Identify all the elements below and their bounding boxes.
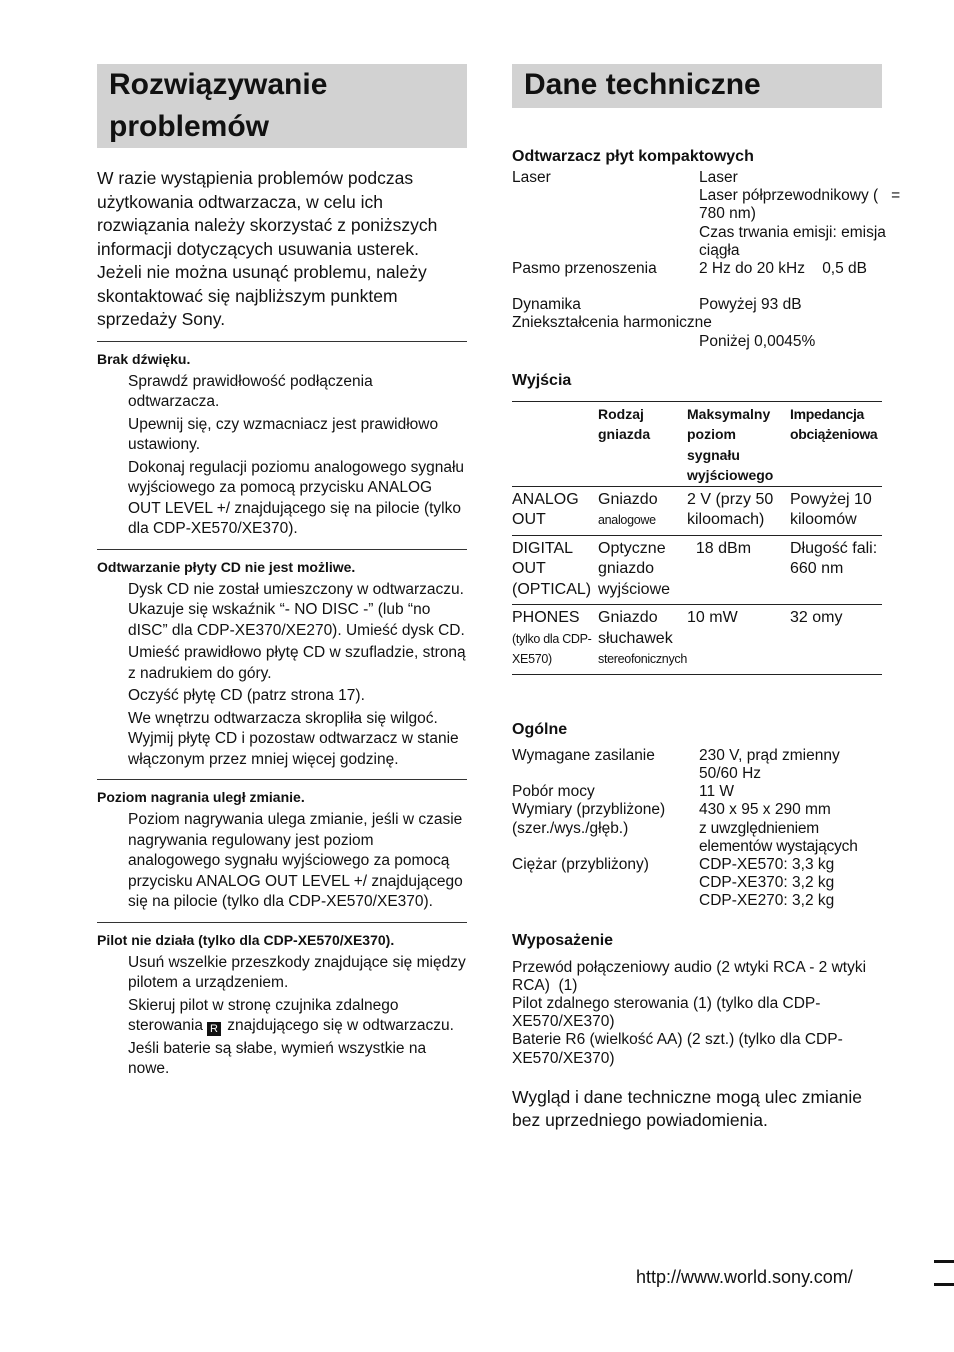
tip: Oczyść płytę CD (patrz strona 17).: [128, 687, 365, 704]
spec-dimensions-note: (szer./wys./głęb.) z uwzględnieniem elementów wystających: [512, 819, 858, 855]
outputs-specs: [512, 371, 882, 675]
tip: We wnętrzu odtwarzacza skropliła się wilgoć. Wyjmij płytę CD i pozostaw odtwarzacz w stanie włączonym przez mniej więcej godzinę.: [128, 709, 459, 768]
troubleshooting-heading: Rozwiązywanie problemów: [97, 64, 467, 148]
tip: Poziom nagrywania ulega zmianie, jeśli w czasie nagrywania regulowany jest poziom analogowego sygnału wyjściowego za pomocą przycisku ANALOG OUT LEVEL +/ znajdującego się na pilocie (tylko dla CDP-XE570/XE370).: [128, 811, 463, 910]
specifications-heading: Dane techniczne: [512, 64, 882, 108]
spec-consumption: Pobór mocy 11 W: [512, 783, 735, 801]
section-title: Ogólne: [512, 720, 568, 738]
cd-player-specs: [512, 147, 901, 351]
list-item: Przewód połączeniowy audio (2 wtyki RCA - 2 wtyki RCA) (1): [512, 958, 871, 994]
spec-dimensions: Wymiary (przybliżone) 430 x 95 x 290 mm: [512, 801, 831, 819]
problem-cant-play: [97, 549, 467, 771]
table-row: DIGITAL OUT (OPTICAL) Optyczne gniazdo wyjściowe 18 dBm Długość fali: 660 nm: [512, 535, 882, 605]
troubleshooting-intro: W razie wystąpienia problemów podczas użytkowania odtwarzacza, w celu ich rozwiązania należy skorzystać z poniższych informacji dotyczących usuwania usterek. Jeżeli nie można usunąć problemu, należy skontaktować się najbliższym punktem sprzedaży Sony.: [97, 168, 438, 329]
spec-frequency: Pasmo przenoszenia 2 Hz do 20 kHz 0,5 dB: [512, 260, 868, 278]
problem-level-changed: [97, 779, 467, 913]
list-item: Baterie R6 (wielkość AA) (2 szt.) (tylko dla CDP-XE570/XE370): [512, 1031, 843, 1067]
edge-marker: [934, 1283, 954, 1286]
table-header-row: Rodzaj gniazda Maksymalny poziom sygnału wyjściowego Impedancja obciążeniowa: [512, 401, 882, 486]
problem-title: Pilot nie działa (tylko dla CDP-XE570/XE370).: [97, 931, 395, 948]
problem-title: Odtwarzanie płyty CD nie jest możliwe.: [97, 558, 356, 575]
outputs-table: [512, 401, 882, 675]
troubleshooting-column: [97, 64, 467, 1082]
edge-marker: [934, 1260, 954, 1263]
tip: Dysk CD nie został umieszczony w odtwarzaczu. Ukazuje się wskaźnik “- NO DISC -” (lub “no dISC” dla CDP-XE370/XE270). Umieść dysk CD.: [128, 580, 465, 639]
section-title: Wyjścia: [512, 371, 572, 389]
spec-dynamic: Dynamika Powyżej 93 dB: [512, 296, 802, 314]
tip: Usuń wszelkie przeszkody znajdujące się między pilotem a urządzeniem.: [128, 953, 466, 991]
problem-remote: [97, 922, 467, 1080]
sony-url-link[interactable]: http://www.world.sony.com/: [636, 1267, 853, 1287]
tip: Upewnij się, czy wzmacniacz jest prawidłowo ustawiony.: [128, 415, 439, 453]
spec-thd-label: Zniekształcenia harmoniczne: [512, 314, 712, 332]
specifications-column: [512, 64, 901, 1133]
spec-laser: Laser Laser Laser półprzewodnikowy ( = 780 nm) Czas trwania emisji: emisja ciągła: [512, 169, 901, 259]
spec-power: Wymagane zasilanie 230 V, prąd zmienny 50/60 Hz: [512, 746, 840, 783]
tip: Sprawdź prawidłowość podłączenia odtwarzacza.: [128, 372, 373, 410]
table-row: ANALOG OUT Gniazdo analogowe 2 V (przy 50 kiloomach) Powyżej 10 kiloomów: [512, 486, 882, 535]
remote-sensor-icon: R: [207, 1022, 221, 1036]
list-item: Pilot zdalnego sterowania (1) (tylko dla CDP-XE570/XE370): [512, 995, 821, 1031]
accessories-specs: [512, 931, 882, 1068]
tip: Jeśli baterie są słabe, wymień wszystkie na nowe.: [128, 1039, 427, 1077]
table-row: PHONES (tylko dla CDP-XE570) Gniazdo słuchawek stereofonicznych 10 mW 32 omy: [512, 605, 882, 675]
section-title: Wyposażenie: [512, 931, 614, 949]
tip: Dokonaj regulacji poziomu analogowego sygnału wyjściowego za pomocą przycisku ANALOG OUT LEVEL +/ znajdującego się na pilocie (tylko dla CDP-XE570/XE370).: [128, 458, 465, 537]
specs-change-note: Wygląd i dane techniczne mogą ulec zmianie bez uprzedniego powiadomienia.: [512, 1086, 863, 1131]
spec-thd-value: Poniżej 0,0045%: [699, 332, 816, 350]
general-specs: [512, 720, 882, 911]
section-title: Odtwarzacz płyt kompaktowych: [512, 148, 754, 165]
spec-weight: Ciężar (przybliżony) CDP-XE570: 3,3 kg CDP-XE370: 3,2 kg CDP-XE270: 3,2 kg: [512, 856, 835, 910]
problem-title: Poziom nagrania uległ zmianie.: [97, 789, 305, 805]
tip: Skieruj pilot w stronę czujnika zdalnego sterowania R znajdującego się w odtwarzaczu.: [128, 996, 454, 1035]
tip: Umieść prawidłowo płytę CD w szufladzie, stroną z nadrukiem do góry.: [128, 644, 466, 682]
problem-no-sound: [97, 341, 467, 540]
problem-title: Brak dźwięku.: [97, 350, 191, 367]
